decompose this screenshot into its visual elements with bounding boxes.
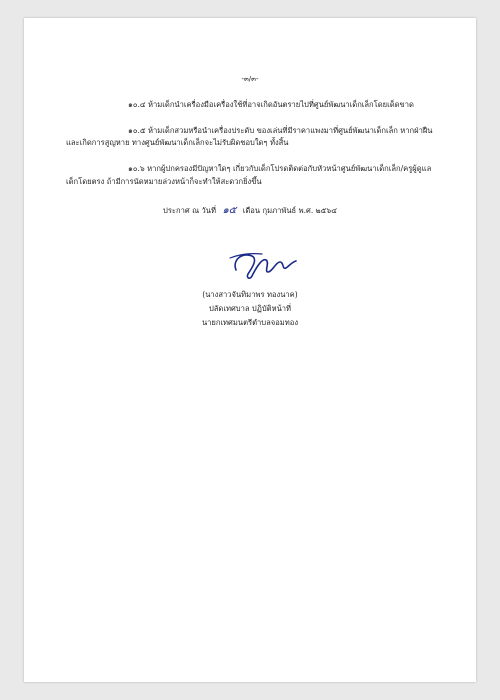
document-page: [24, 18, 476, 682]
handwritten-signature: [222, 244, 302, 284]
signatory-position-1: ปลัดเทศบาล ปฏิบัติหน้าที่: [208, 304, 292, 313]
announcement-prefix: ประกาศ ณ วันที่: [163, 206, 217, 215]
clause-10-4: ๑๐.๔ ห้ามเด็กนำเครื่องมือเครื่องใช้ที่อาจเกิดอันตรายไปที่ศูนย์พัฒนาเด็กเล็กโดยเด็ดขาด: [128, 100, 414, 109]
signatory-name: (นางสาวจันทิมาพร ทองนาค): [202, 290, 298, 299]
clause-10-5-line-1: ๑๐.๕ ห้ามเด็กสวมหรือนำเครื่องประดับ ของเล่นที่มีราคาแพงมาที่ศูนย์พัฒนาเด็กเล็ก หากฝ่าฝืน: [128, 126, 433, 135]
signatory-position-2: นายกเทศมนตรีตำบลจอมทอง: [201, 318, 299, 327]
handwritten-day: ๑๕: [222, 205, 237, 216]
page-number: -๓/๓-: [241, 75, 259, 83]
announcement-date: [24, 206, 476, 216]
clause-10-5-line-2: และเกิดการสูญหาย ทางศูนย์พัฒนาเด็กเล็กจะไม่รับผิดชอบใดๆ ทั้งสิ้น: [66, 138, 289, 147]
announcement-month-year: เดือน กุมภาพันธ์ พ.ศ. ๒๕๖๔: [242, 206, 337, 215]
clause-10-6-line-1: ๑๐.๖ หากผู้ปกครองมีปัญหาใดๆ เกี่ยวกับเด็กโปรดติดต่อกับหัวหน้าศูนย์พัฒนาเด็กเล็ก/ครูผู้ดูแล: [128, 164, 432, 173]
clause-10-6-line-2: เด็กโดยตรง ถ้ามีการนัดหมายล่วงหน้าก็จะทำให้สะดวกยิ่งขึ้น: [66, 177, 262, 186]
